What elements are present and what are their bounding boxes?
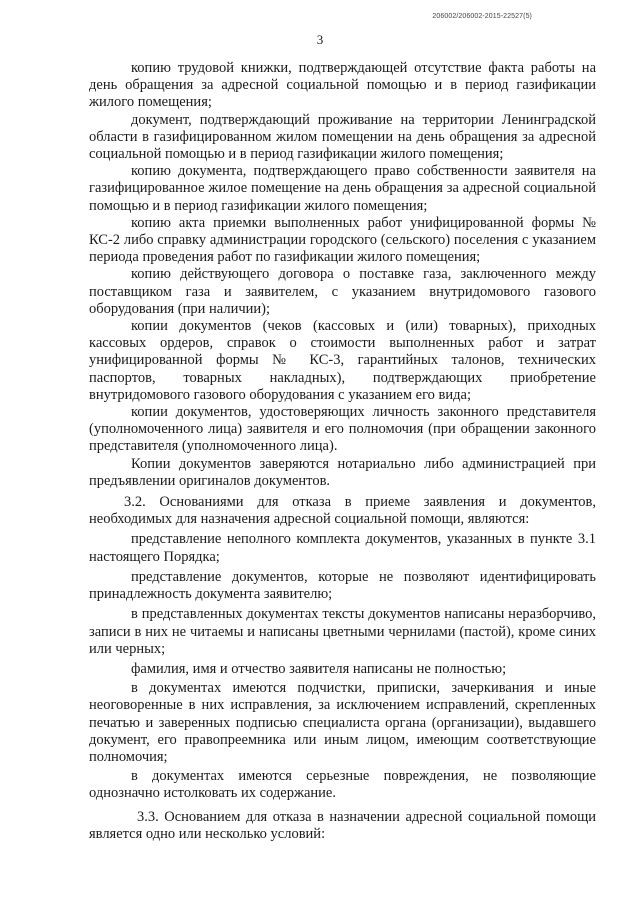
section-3-2-heading: 3.2. Основаниями для отказа в приеме заявления и документов, необходимых для назначения адресной социальной помощи, являются: xyxy=(89,494,596,528)
paragraph: копию акта приемки выполненных работ унифицированной формы № КС-2 либо справку администрации городского (сельского) поселения с указанием периода проведения работ по газификации жилого помещения; xyxy=(89,214,596,266)
paragraph: документ, подтверждающий проживание на территории Ленинградской области в газифицированном жилом помещении на день обращения за адресной социальной помощью и в период газификации жилого помещения; xyxy=(89,111,596,163)
list-item: в документах имеются серьезные повреждения, не позволяющие однозначно истолковать их содержание. xyxy=(89,768,596,802)
section-3-3-heading: 3.3. Основанием для отказа в назначении адресной социальной помощи является одно или несколько условий: xyxy=(89,808,596,842)
document-body xyxy=(89,60,596,843)
paragraph: копию документа, подтверждающего право собственности заявителя на газифицированное жилое помещение на день обращения за адресной социальной помощью и в период газификации жилого помещения; xyxy=(89,163,596,214)
paragraph: копии документов, удостоверяющих личность законного представителя (уполномоченного лица) заявителя и его полномочия (при обращении законного представителя (уполномоченного лица). xyxy=(89,404,596,455)
page-number: 3 xyxy=(316,32,324,47)
list-item: представление неполного комплекта документов, указанных в пункте 3.1 настоящего Порядка; xyxy=(89,531,596,565)
paragraph: Копии документов заверяются нотариально либо администрацией при предъявлении оригиналов документов. xyxy=(89,455,596,489)
list-item: фамилия, имя и отчество заявителя написаны не полностью; xyxy=(131,660,507,677)
list-item: в представленных документах тексты документов написаны неразборчиво, записи в них не читаемы и написаны цветными чернилами (пастой), кроме синих или черных; xyxy=(89,606,596,657)
list-item: в документах имеются подчистки, приписки, зачеркивания и иные неоговоренные в них исправления, за исключением исправлений, скрепленных печатью и заверенных подписью специалиста органа (организации), выдавшего документ, его правопреемника или иным лицом, имеющим соответствующие полномочия; xyxy=(89,680,596,765)
paragraph: копию трудовой книжки, подтверждающей отсутствие факта работы на день обращения за адресной социальной помощью и в период газификации жилого помещения; xyxy=(89,60,596,111)
paragraph: копии документов (чеков (кассовых и (или) товарных), приходных кассовых ордеров, справок о стоимости выполненных работ и затрат унифицированной формы № КС-3, гарантийных талонов, технических паспортов, товарных накладных), подтверждающих приобретение внутридомового газового оборудования с указанием его вида; xyxy=(89,318,596,403)
paragraph: копию действующего договора о поставке газа, заключенного между поставщиком газа и заявителем, с указанием внутридомового газового оборудования (при наличии); xyxy=(89,266,596,317)
document-code: 206002/206002-2015-22527(5) xyxy=(432,13,532,20)
list-item: представление документов, которые не позволяют идентифицировать принадлежность документа заявителю; xyxy=(89,568,596,603)
